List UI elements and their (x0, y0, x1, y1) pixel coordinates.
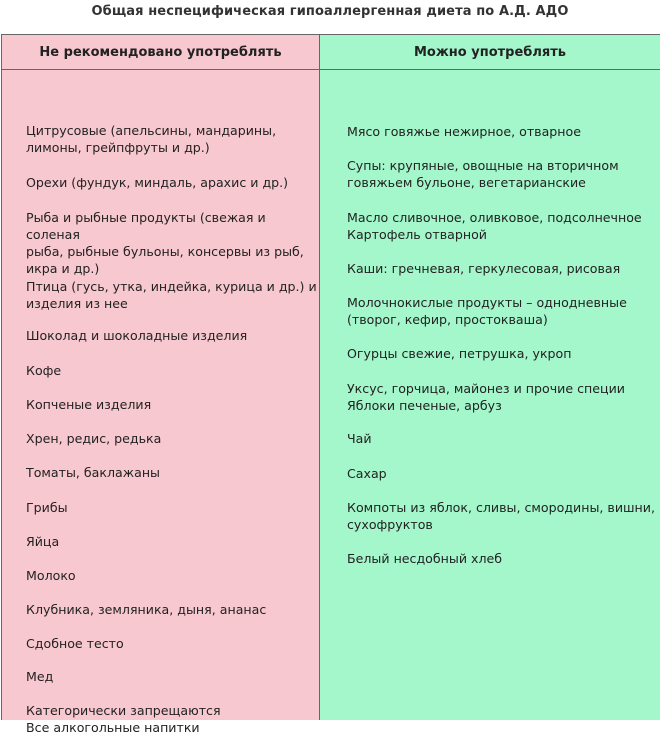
list-item: Масло сливочное, оливковое, подсолнечное Картофель отварной (347, 210, 642, 242)
list-item: Молочнокислые продукты – однодневные (творог, кефир, простокваша) (347, 295, 627, 327)
page-title: Общая неспецифическая гипоаллергенная диета по А.Д. АДО (91, 4, 569, 19)
list-item: Каши: гречневая, геркулесовая, рисовая (347, 261, 621, 276)
list-item: Уксус, горчица, майонез и прочие специи Яблоки печеные, арбуз (347, 381, 625, 413)
list-item: Мед (26, 669, 54, 684)
list-item: Чай (347, 431, 372, 446)
list-item: Супы: крупяные, овощные на вторичном говяжьем бульоне, вегетарианские (347, 158, 619, 190)
allowed-header: Можно употреблять (320, 35, 660, 70)
list-item: Грибы (26, 500, 68, 515)
list-item: Орехи (фундук, миндаль, арахис и др.) (26, 175, 289, 190)
list-item: Цитрусовые (апельсины, мандарины, лимоны, грейпфруты и др.) (26, 123, 277, 155)
list-item: Огурцы свежие, петрушка, укроп (347, 346, 572, 361)
diet-table (1, 34, 660, 735)
list-item: Сдобное тесто (26, 636, 124, 651)
not-recommended-header: Не рекомендовано употреблять (2, 35, 319, 70)
not-recommended-column (2, 35, 320, 735)
list-item: Клубника, земляника, дыня, ананас (26, 602, 267, 617)
list-item: Белый несдобный хлеб (347, 551, 503, 566)
list-item: Компоты из яблок, сливы, смородины, вишни, сухофруктов (347, 500, 655, 532)
list-item: Копченые изделия (26, 397, 152, 412)
list-item: Сахар (347, 466, 387, 481)
list-item: Птица (гусь, утка, индейка, курица и др.) и изделия из нее (26, 279, 317, 311)
list-item: Кофе (26, 363, 62, 378)
allowed-column (320, 35, 660, 720)
list-item: Томаты, баклажаны (26, 465, 160, 480)
list-item: Мясо говяжье нежирное, отварное (347, 124, 581, 139)
list-item: Молоко (26, 568, 76, 583)
list-item: Хрен, редис, редька (26, 431, 162, 446)
list-item: Шоколад и шоколадные изделия (26, 328, 248, 343)
list-item: Яйца (26, 534, 60, 549)
list-item: Рыба и рыбные продукты (свежая и соленая рыба, рыбные бульоны, консервы из рыб, икра и др.) (26, 210, 304, 276)
list-item: Категорически запрещаются Все алкогольные напитки (26, 703, 221, 735)
